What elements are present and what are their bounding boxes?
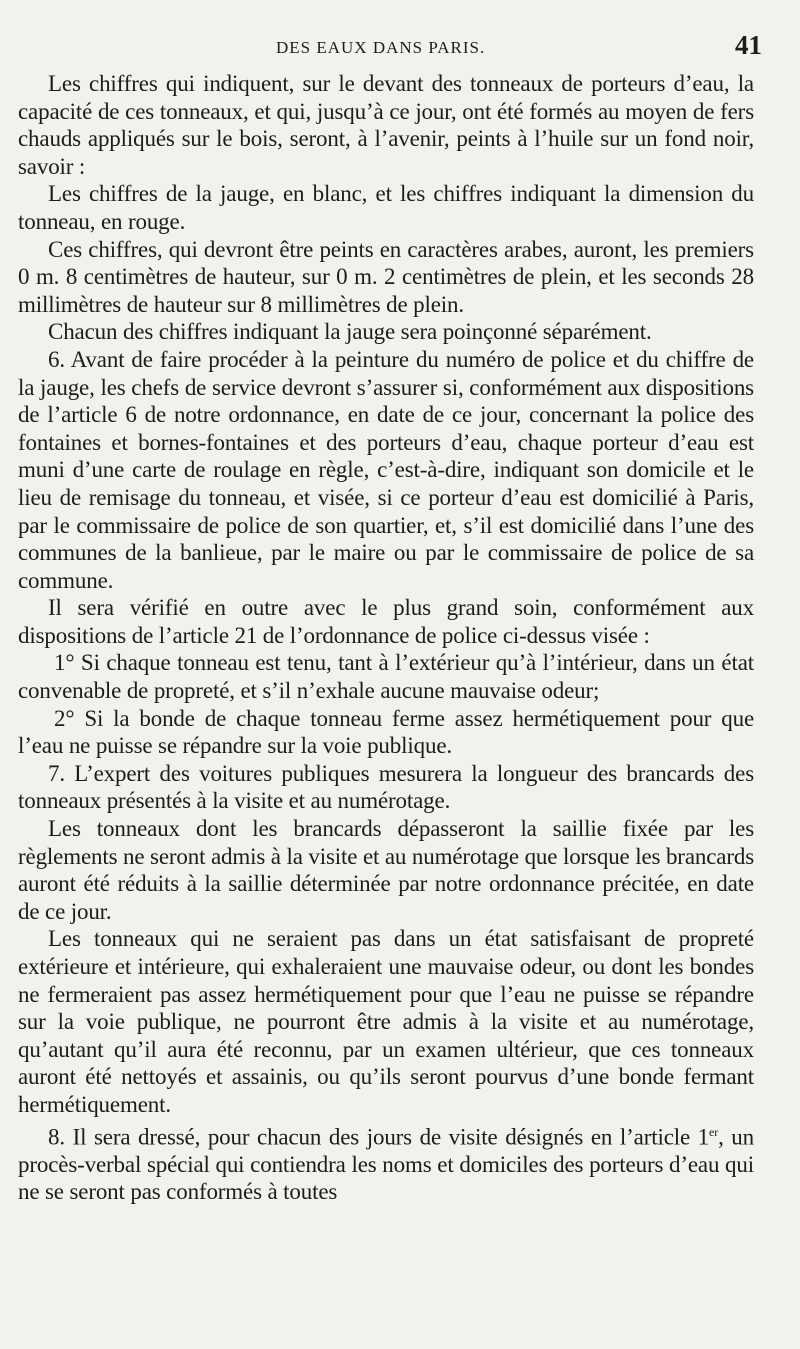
paragraph-verification: Il sera vérifié en outre avec le plus grand soin, conformément aux dispositions de l’article 21 de l’ordonnance de police ci-dessus visée : xyxy=(18,595,754,648)
page-number: 41 xyxy=(735,30,762,60)
paragraph-unclean-barrels: Les tonneaux qui ne seraient pas dans un état satisfaisant de propreté extérieure et intérieure, qui exhaleraient une mauvaise odeur, ou dont les bondes ne fermeraient pas assez hermétiquement pour que l’eau ne puisse se répandre sur la voie publique, ne pourront être admis à la visite et au numérotage, qu’autant qu’il aura été reconnu, par un examen ultérieur, que ces tonneaux auront été nettoyés et assainis, ou qu’ils seront pourvus d’une bonde fermant hermétiquement. xyxy=(18,926,754,1117)
item-1: 1° Si chaque tonneau est tenu, tant à l’extérieur qu’à l’intérieur, dans un état convenable de propreté, et s’il n’exhale aucune mauvaise odeur; xyxy=(18,650,754,704)
paragraph-gauge-colors: Les chiffres de la jauge, en blanc, et les chiffres indiquant la dimension du tonneau, en rouge. xyxy=(18,181,754,234)
running-header xyxy=(18,30,762,70)
article-8-superscript: er xyxy=(709,1124,719,1139)
article-7: 7. L’expert des voitures publiques mesurera la longueur des brancards des tonneaux présentés à la visite et au numérotage. xyxy=(18,760,754,814)
article-6: 6. Avant de faire procéder à la peinture du numéro de police et du chiffre de la jauge, les chefs de service devront s’assurer si, conformément aux dispositions de l’article 6 de notre ordonnance, en date de ce jour, concernant la police des fontaines et bornes-fontaines et des porteurs d’eau, chaque porteur d’eau est muni d’une carte de roulage en règle, c’est-à-dire, indiquant son domicile et le lieu de remisage du tonneau, et visée, si ce porteur d’eau est domicilié à Paris, par le commissaire de police de son quartier, et, s’il est domicilié dans l’une des communes de la banlieue, par le maire ou par le commissaire de police de sa commune. xyxy=(18,346,754,593)
item-2: 2° Si la bonde de chaque tonneau ferme assez hermétiquement pour que l’eau ne puisse se répandre sur la voie publique. xyxy=(18,705,754,759)
body-text xyxy=(18,70,754,1206)
paragraph-brancards: Les tonneaux dont les brancards dépasseront la saillie fixée par les règlements ne seront admis à la visite et au numérotage que lorsque les brancards auront été réduits à la saillie déterminée par notre ordonnance précitée, en date de ce jour. xyxy=(18,816,754,924)
paragraph-painted-figures: Les chiffres qui indiquent, sur le devant des tonneaux de porteurs d’eau, la capacité de ces tonneaux, et qui, jusqu’à ce jour, ont été formés au moyen de fers chauds appliqués sur le bois, seront, à l’avenir, peints à l’huile sur un fond noir, savoir : xyxy=(18,71,754,179)
article-8-rest: , un procès-verbal spécial qui contiendra les noms et domiciles des porteurs d’eau qui ne se seront pas conformés à toutes xyxy=(18,1124,754,1205)
paragraph-punching: Chacun des chiffres indiquant la jauge sera poinçonné séparément. xyxy=(48,319,652,345)
running-title: DES EAUX DANS PARIS. xyxy=(276,38,486,57)
article-8 xyxy=(18,1119,754,1206)
paragraph-figure-dimensions: Ces chiffres, qui devront être peints en caractères arabes, auront, les premiers 0 m. 8 centimètres de hauteur, sur 0 m. 2 centimètres de plein, et les seconds 28 millimètres de hauteur sur 8 millimètres de plein. xyxy=(18,236,754,317)
article-8-start: 8. Il sera dressé, pour chacun des jours de visite désignés en l’article 1 xyxy=(48,1124,710,1150)
